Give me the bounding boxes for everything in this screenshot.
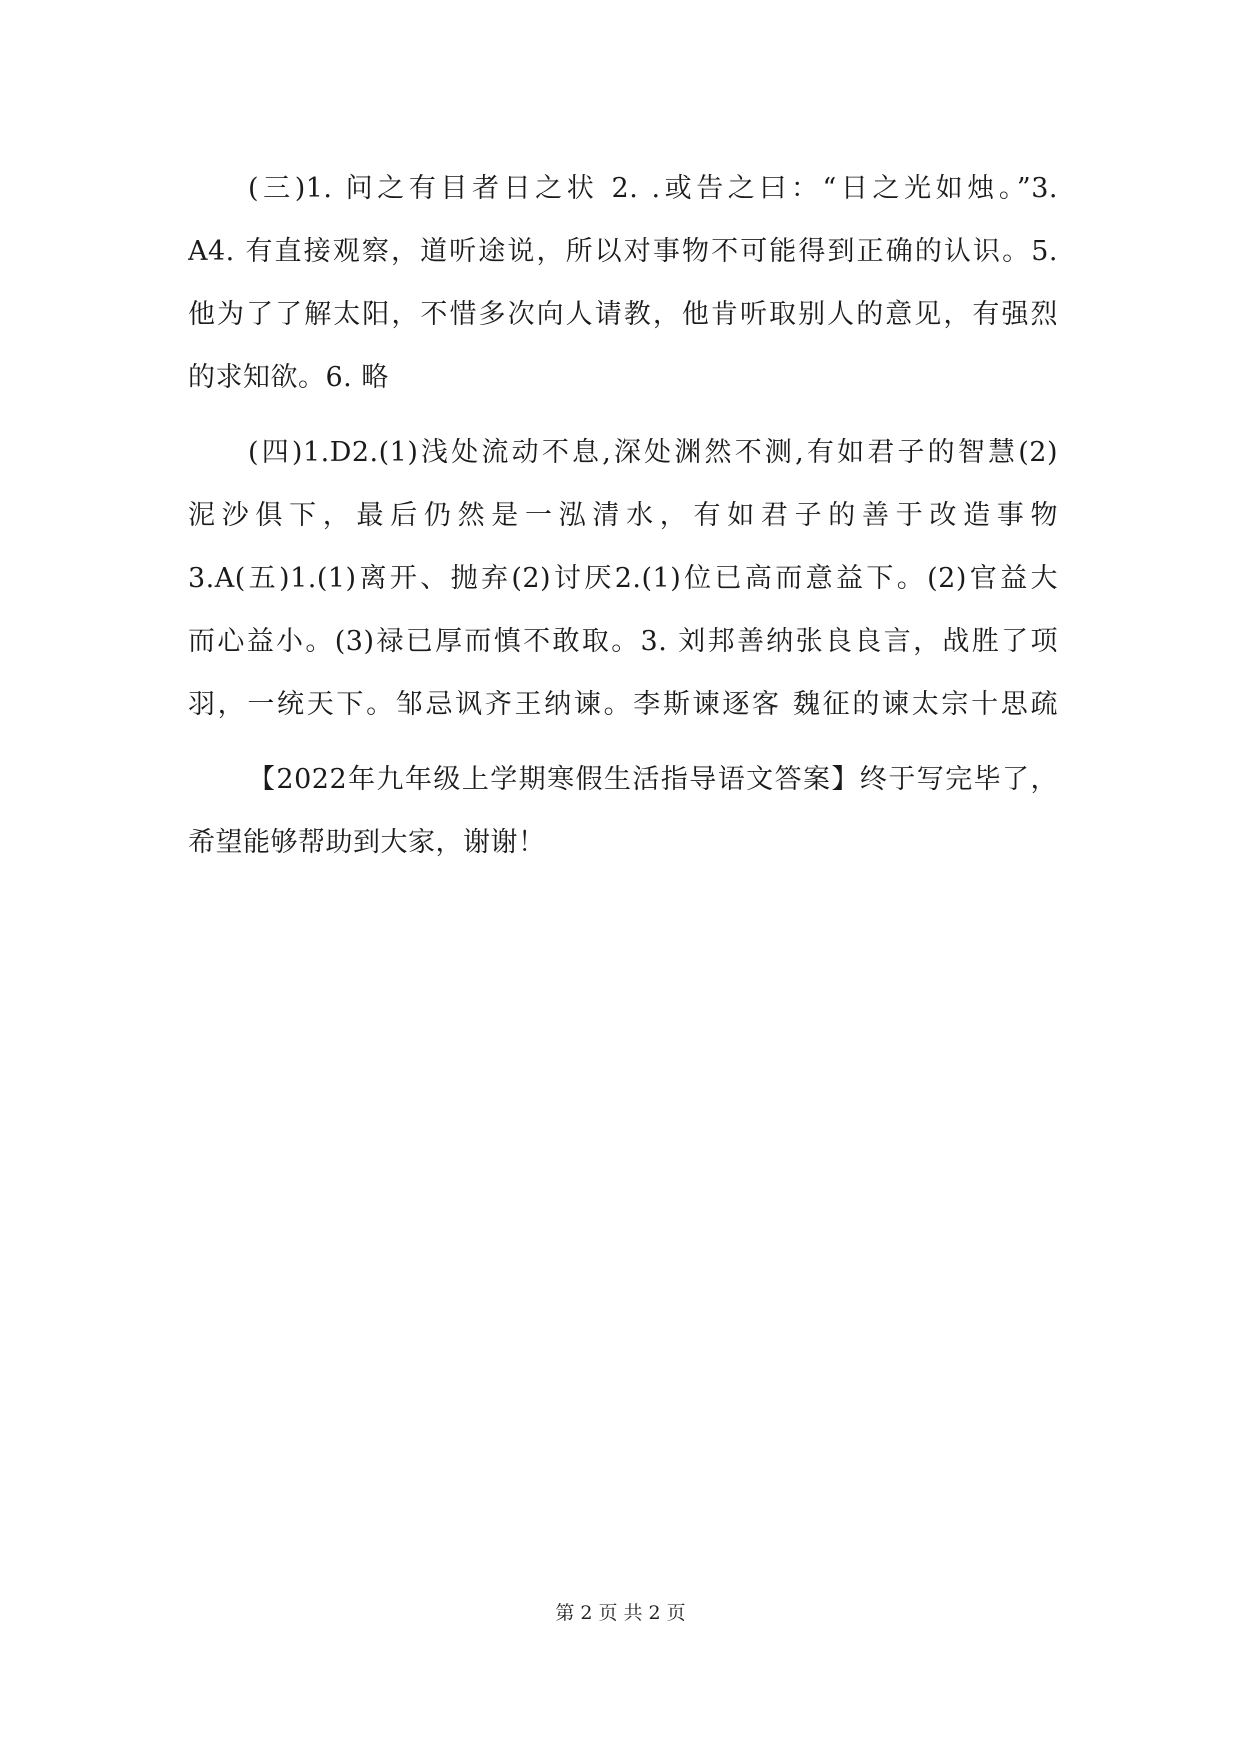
text-line: A4. 有直接观察，道听途说，所以对事物不可能得到正确的认识。5. [188,236,1058,267]
text-line: 的求知欲。6. 略 [188,362,389,393]
text-line: 泥沙俱下，最后仍然是一泓清水，有如君子的善于改造事物 [188,500,1058,531]
document-body [188,157,1058,874]
text-line: 3.A(五)1.(1)离开、抛弃(2)讨厌2.(1)位已高而意益下。(2)官益大 [188,563,1058,594]
text-line: 【2022年九年级上学期寒假生活指导语文答案】终于写完毕了， [248,764,1058,795]
text-line: 希望能够帮助到大家，谢谢！ [188,827,546,858]
text-line: 而心益小。(3)禄已厚而慎不敢取。3. 刘邦善纳张良良言，战胜了项 [188,626,1058,657]
page-footer: 第 2 页 共 2 页 [555,1602,686,1624]
text-line: (四)1.D2.(1)浅处流动不息,深处渊然不测,有如君子的智慧(2) [248,437,1058,468]
paragraph-closing [188,748,1058,874]
paragraph-part4-5 [188,421,1058,736]
paragraph-part3 [188,157,1058,409]
text-line: 羽，一统天下。邹忌讽齐王纳谏。李斯谏逐客 魏征的谏太宗十思疏 [188,689,1058,720]
text-line: (三)1. 问之有目者日之状 2. .或告之曰：“日之光如烛。”3. [248,173,1058,204]
text-line: 他为了了解太阳，不惜多次向人请教，他肯听取别人的意见，有强烈 [188,299,1058,330]
